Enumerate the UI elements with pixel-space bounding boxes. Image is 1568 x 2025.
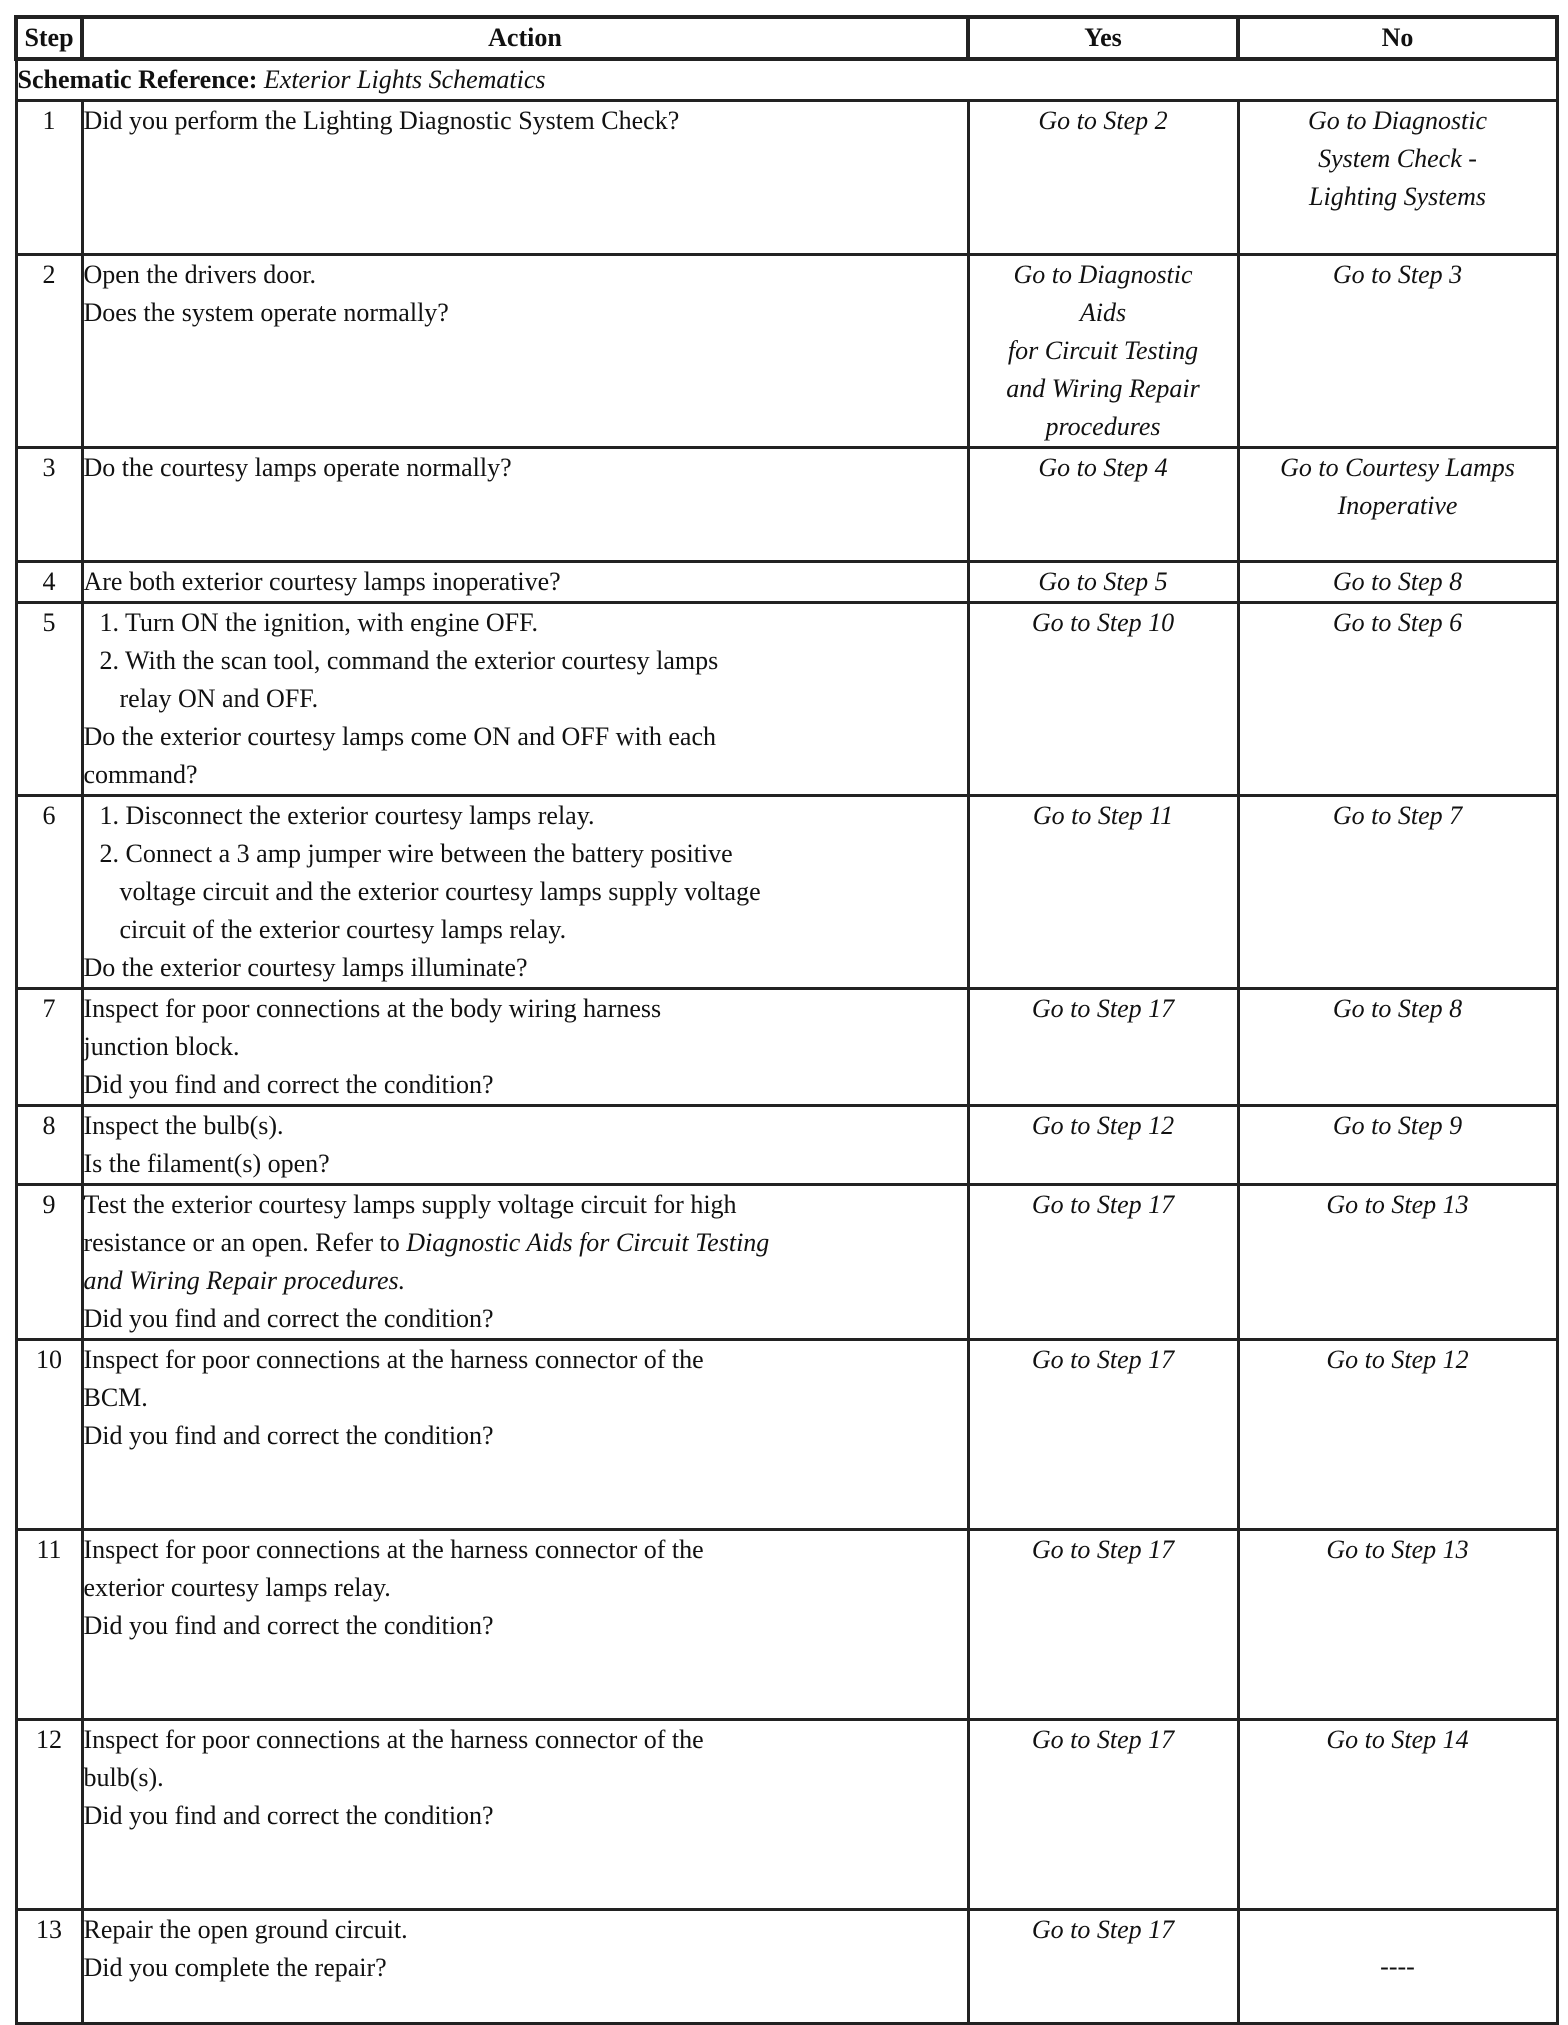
yes-link[interactable]: Go to Step 10 [1031, 608, 1175, 637]
table-row [16, 562, 1557, 603]
yes-link[interactable]: Go to Step 17 [1031, 1725, 1175, 1754]
no-cell [1238, 562, 1557, 603]
action-text: Test the exterior courtesy lamps supply voltage circuit for high [83, 1190, 737, 1219]
yes-cell [968, 562, 1238, 603]
step-number: 9 [16, 1185, 82, 1340]
no-cell [1238, 1720, 1557, 1910]
action-text: bulb(s). [83, 1763, 164, 1792]
action-text: Repair the open ground circuit. [83, 1915, 408, 1944]
schematic-reference [16, 59, 1557, 101]
table-row [16, 448, 1557, 562]
no-link[interactable]: Go to Step 6 [1332, 608, 1463, 637]
schematic-reference-link[interactable]: Exterior Lights Schematics [263, 65, 546, 94]
action-cell [82, 1530, 968, 1720]
no-link[interactable]: Go to Courtesy Lamps [1280, 453, 1515, 482]
schematic-reference-label: Schematic Reference: [17, 65, 258, 94]
step-number: 1 [16, 101, 82, 255]
header-yes: Yes [968, 17, 1238, 59]
no-link[interactable]: Go to Step 8 [1332, 567, 1463, 596]
action-text-plain: resistance or an open. Refer to [83, 1228, 407, 1257]
action-text: Inspect the bulb(s). [83, 1111, 284, 1140]
no-cell [1238, 1910, 1557, 2024]
yes-link[interactable]: Go to Step 4 [1038, 453, 1168, 482]
diagnostic-aids-link[interactable]: Diagnostic Aids for Circuit Testing [406, 1228, 770, 1257]
no-dash: ---- [1380, 1951, 1415, 1981]
action-cell [82, 255, 968, 448]
action-text: Are both exterior courtesy lamps inoperative? [83, 567, 561, 596]
table-row [16, 1910, 1557, 2024]
action-list-item: 1. Turn ON the ignition, with engine OFF. [99, 608, 539, 637]
action-text: command? [83, 760, 198, 789]
action-text: Did you find and correct the condition? [83, 1304, 494, 1333]
action-list-item: 2. With the scan tool, command the exterior courtesy lamps [99, 646, 719, 675]
yes-link[interactable]: Go to Diagnostic [1013, 260, 1193, 289]
action-cell [82, 1185, 968, 1340]
header-action: Action [82, 17, 968, 59]
yes-cell [968, 448, 1238, 562]
action-cell [82, 1720, 968, 1910]
yes-link[interactable]: Aids [1079, 298, 1127, 327]
step-number: 2 [16, 255, 82, 448]
yes-cell [968, 101, 1238, 255]
step-number: 5 [16, 603, 82, 796]
table-row [16, 1185, 1557, 1340]
table-row [16, 101, 1557, 255]
yes-cell [968, 1720, 1238, 1910]
action-text: BCM. [83, 1383, 148, 1412]
no-cell [1238, 448, 1557, 562]
action-cell [82, 1106, 968, 1185]
table-row [16, 603, 1557, 796]
action-text: Do the exterior courtesy lamps come ON and OFF with each [83, 722, 717, 751]
yes-link[interactable]: Go to Step 17 [1031, 1345, 1175, 1374]
table-row [16, 255, 1557, 448]
schematic-reference-row [16, 59, 1557, 101]
yes-link[interactable]: Go to Step 17 [1031, 1915, 1175, 1944]
no-cell [1238, 1106, 1557, 1185]
action-text: Does the system operate normally? [83, 298, 449, 327]
no-link[interactable]: Go to Step 13 [1326, 1190, 1469, 1219]
no-link[interactable]: Go to Step 8 [1332, 994, 1463, 1023]
table-row [16, 1530, 1557, 1720]
no-link[interactable]: Go to Step 3 [1332, 260, 1463, 289]
yes-cell [968, 1340, 1238, 1530]
yes-cell [968, 603, 1238, 796]
action-text: Did you find and correct the condition? [83, 1070, 494, 1099]
yes-cell [968, 1530, 1238, 1720]
step-number: 8 [16, 1106, 82, 1185]
action-text: Inspect for poor connections at the harness connector of the [83, 1345, 704, 1374]
action-question: Did you find and correct the condition? [83, 1611, 494, 1640]
action-text: Inspect for poor connections at the harness connector of the [83, 1725, 704, 1754]
action-cell [82, 1340, 968, 1530]
step-number: 6 [16, 796, 82, 989]
step-number: 13 [16, 1910, 82, 2024]
no-cell [1238, 989, 1557, 1106]
action-cell [82, 562, 968, 603]
no-cell [1238, 255, 1557, 448]
action-text: Did you perform the Lighting Diagnostic System Check? [83, 106, 680, 135]
yes-link[interactable]: Go to Step 2 [1038, 106, 1168, 135]
table-row [16, 989, 1557, 1106]
action-text: Inspect for poor connections at the harness connector of the [83, 1535, 704, 1564]
no-cell [1238, 1530, 1557, 1720]
yes-link[interactable]: Go to Step 5 [1038, 567, 1168, 596]
action-text: exterior courtesy lamps relay. [83, 1573, 391, 1602]
action-question: Did you complete the repair? [83, 1953, 387, 1982]
no-link[interactable]: Go to Step 13 [1326, 1535, 1469, 1564]
table-row [16, 1720, 1557, 1910]
yes-cell [968, 1106, 1238, 1185]
yes-cell [968, 989, 1238, 1106]
action-text: Open the drivers door. [83, 260, 317, 289]
action-cell [82, 796, 968, 989]
action-cell [82, 101, 968, 255]
step-number: 10 [16, 1340, 82, 1530]
yes-link[interactable]: and Wiring Repair [1006, 374, 1200, 403]
action-text: Is the filament(s) open? [83, 1149, 330, 1178]
no-link[interactable]: Lighting Systems [1309, 182, 1486, 211]
no-link[interactable]: Go to Step 9 [1332, 1111, 1463, 1140]
yes-cell [968, 796, 1238, 989]
yes-cell [968, 255, 1238, 448]
action-list-item-continuation: circuit of the exterior courtesy lamps relay. [119, 915, 567, 944]
table-row [16, 1106, 1557, 1185]
no-link[interactable]: Inoperative [1337, 491, 1458, 520]
yes-link[interactable]: Go to Step 11 [1032, 801, 1174, 830]
header-step: Step [16, 17, 82, 59]
header-row [16, 17, 1557, 59]
action-cell [82, 448, 968, 562]
step-number: 4 [16, 562, 82, 603]
no-cell [1238, 1340, 1557, 1530]
action-text: junction block. [83, 1032, 240, 1061]
yes-link[interactable]: Go to Step 12 [1031, 1111, 1175, 1140]
diagnostic-table [14, 15, 1559, 2025]
no-cell [1238, 796, 1557, 989]
action-question: Did you find and correct the condition? [83, 1801, 494, 1830]
yes-link[interactable]: for Circuit Testing [1007, 336, 1199, 365]
no-link[interactable]: Go to Diagnostic [1307, 106, 1488, 135]
no-cell [1238, 1185, 1557, 1340]
yes-cell [968, 1910, 1238, 2024]
action-list-item-continuation: voltage circuit and the exterior courtesy lamps supply voltage [119, 877, 761, 906]
action-cell [82, 989, 968, 1106]
yes-link[interactable]: Go to Step 17 [1031, 1535, 1175, 1564]
action-text: Do the courtesy lamps operate normally? [83, 453, 512, 482]
yes-link[interactable]: Go to Step 17 [1031, 1190, 1175, 1219]
no-cell [1238, 603, 1557, 796]
no-link[interactable]: Go to Step 12 [1326, 1345, 1469, 1374]
action-text: Inspect for poor connections at the body wiring harness [83, 994, 662, 1023]
table-row [16, 1340, 1557, 1530]
yes-link[interactable]: procedures [1045, 412, 1161, 441]
action-text: Do the exterior courtesy lamps illuminate? [83, 953, 528, 982]
action-list-item-continuation: relay ON and OFF. [119, 684, 319, 713]
step-number: 3 [16, 448, 82, 562]
action-cell [82, 603, 968, 796]
header-no: No [1238, 17, 1557, 59]
action-text [84, 1224, 967, 1262]
yes-cell [968, 1185, 1238, 1340]
no-link[interactable]: System Check - [1318, 144, 1477, 173]
step-number: 7 [16, 989, 82, 1106]
action-list-item: 1. Disconnect the exterior courtesy lamps relay. [99, 801, 595, 830]
table-row [16, 796, 1557, 989]
action-list-item: 2. Connect a 3 amp jumper wire between the battery positive [99, 839, 733, 868]
no-link[interactable]: Go to Step 7 [1332, 801, 1463, 830]
action-cell [82, 1910, 968, 2024]
step-number: 11 [16, 1530, 82, 1720]
yes-link[interactable]: Go to Step 17 [1031, 994, 1175, 1023]
no-link[interactable]: Go to Step 14 [1326, 1725, 1469, 1754]
action-question: Did you find and correct the condition? [83, 1421, 494, 1450]
diagnostic-aids-link-continuation[interactable]: and Wiring Repair procedures. [83, 1266, 406, 1295]
no-cell [1238, 101, 1557, 255]
step-number: 12 [16, 1720, 82, 1910]
